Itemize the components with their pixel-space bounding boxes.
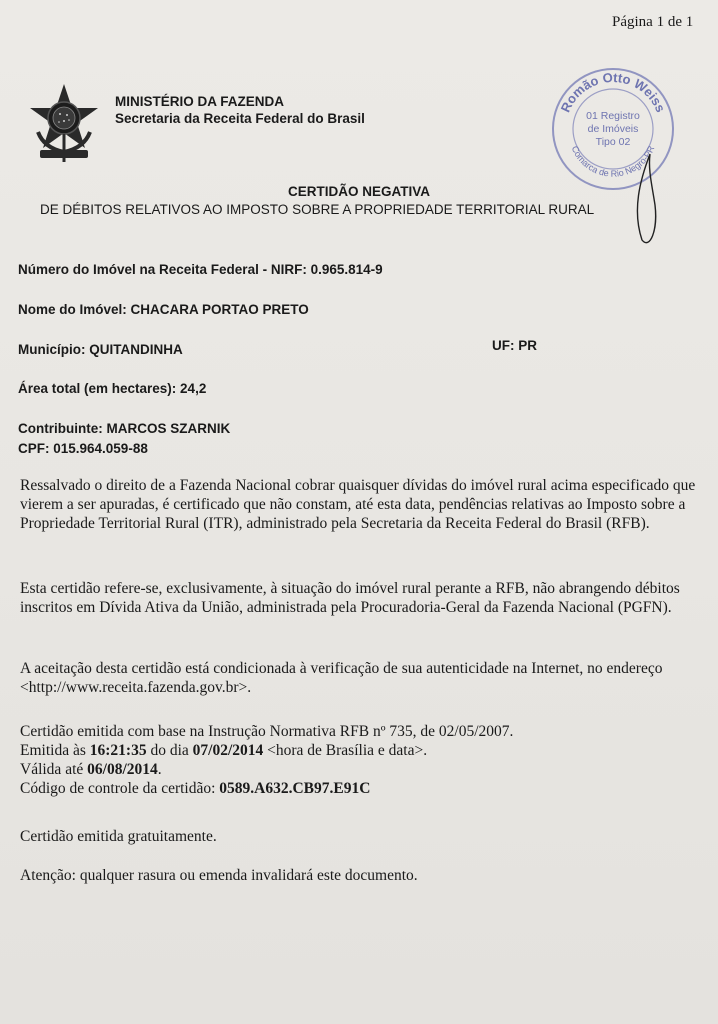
area-field: Área total (em hectares): 24,2: [18, 381, 207, 396]
issued-prefix: Emitida às: [20, 742, 90, 759]
certificate-title: CERTIDÃO NEGATIVA: [287, 184, 430, 199]
issued-line: [20, 741, 700, 760]
ministry-name: MINISTÉRIO DA FAZENDA: [115, 94, 285, 109]
valid-prefix: Válida até: [20, 761, 88, 778]
legal-basis: Certidão emitida com base na Instrução Normativa RFB nº 735, de 02/05/2007.: [20, 723, 514, 740]
warning-note: Atenção: qualquer rasura ou emenda invalidará este documento.: [20, 867, 418, 884]
valid-date: 06/08/2014: [87, 761, 158, 778]
brazil-coat-of-arms-icon: [24, 82, 104, 164]
page-number: Página 1 de 1: [612, 14, 694, 30]
issued-date: 07/02/2014: [192, 742, 264, 759]
issued-mid: do dia: [146, 742, 193, 759]
cpf-field: CPF: 015.964.059-88: [18, 441, 148, 456]
certificate-subtitle: DE DÉBITOS RELATIVOS AO IMPOSTO SOBRE A PROPRIEDADE TERRITORIAL RURAL: [40, 202, 595, 217]
stamp-name: Romão Otto Weiss: [557, 69, 669, 115]
ministry-header: [115, 93, 365, 127]
nirf-field: Número do Imóvel na Receita Federal - NIRF: 0.965.814-9: [18, 262, 383, 277]
uf-field: UF: PR: [492, 338, 537, 353]
paragraph-authenticity: A aceitação desta certidão está condicionada à verificação de sua autenticidade na Internet, no endereço <http://www.receita.fazenda.gov.br>.: [20, 660, 663, 696]
svg-text:Romão Otto Weiss: [558, 70, 669, 115]
signature-mark: [620, 150, 670, 250]
valid-suffix: .: [157, 761, 162, 778]
stamp-bottom: Comarca de Rio Negro-PR: [569, 144, 657, 179]
paragraph-scope: Esta certidão refere-se, exclusivamente, à situação do imóvel rural perante a RFB, não abrangendo débitos inscritos em Dívida Ativa da União, administrada pela Procuradoria-Geral da Fazenda Nacional (PGFN).: [20, 580, 680, 616]
issued-suffix: <hora de Brasília e data>.: [263, 742, 428, 759]
control-code-line: [20, 779, 700, 798]
stamp-line2: de Imóveis: [587, 123, 639, 135]
paragraph-reservation: Ressalvado o direito de a Fazenda Nacional cobrar quaisquer dívidas do imóvel rural acima especificado que vierem a ser apuradas, é certificado que não constam, até esta data, pendências relativas ao Imposto sobre a Propriedade Territorial Rural (ITR), administrado pela Secretaria da Receita Federal do Brasil (RFB).: [20, 477, 696, 532]
secretariat-name: Secretaria da Receita Federal do Brasil: [115, 111, 365, 126]
control-code: 0589.A632.CB97.E91C: [219, 780, 371, 797]
taxpayer-field: Contribuinte: MARCOS SZARNIK: [18, 421, 231, 436]
free-issue-note: Certidão emitida gratuitamente.: [20, 828, 217, 845]
taxpayer-block: [18, 419, 230, 459]
issuance-block: [20, 722, 700, 798]
issued-time: 16:21:35: [89, 742, 147, 759]
property-name-field: Nome do Imóvel: CHACARA PORTAO PRETO: [18, 302, 309, 317]
municipality-field: Município: QUITANDINHA: [18, 342, 183, 357]
valid-line: [20, 760, 700, 779]
code-prefix: Código de controle da certidão:: [20, 780, 220, 797]
stamp-line3: Tipo 02: [595, 136, 631, 148]
stamp-line1: 01 Registro: [586, 110, 640, 122]
